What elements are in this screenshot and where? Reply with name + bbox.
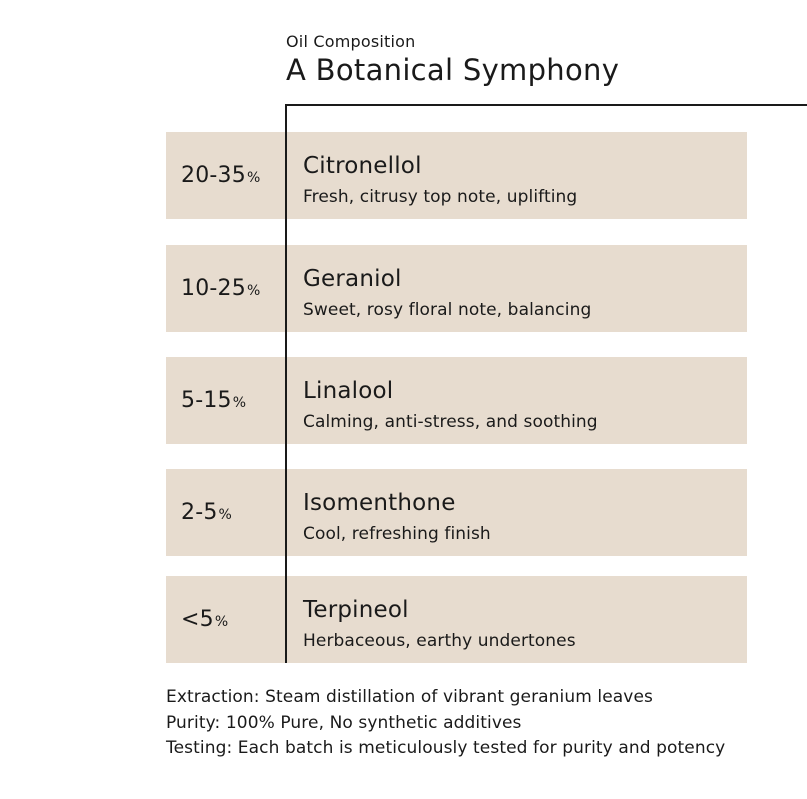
component-row-terpineol (166, 576, 747, 663)
component-name: Linalool (303, 378, 394, 404)
component-description: Fresh, citrusy top note, uplifting (303, 187, 578, 207)
percentage-range (181, 576, 228, 663)
component-row-citronellol (166, 132, 747, 219)
percentage-range (181, 245, 260, 332)
percentage-range (181, 357, 246, 444)
product-details (166, 685, 746, 762)
component-name: Isomenthone (303, 490, 456, 516)
component-name: Citronellol (303, 153, 422, 179)
component-name: Terpineol (303, 597, 409, 623)
percentage-value: 20-35 (181, 163, 246, 188)
percentage-unit: % (246, 169, 261, 186)
component-description: Calming, anti-stress, and soothing (303, 412, 598, 432)
percentage-value: 2-5 (181, 500, 218, 525)
percentage-value: 10-25 (181, 276, 246, 301)
horizontal-divider (285, 104, 807, 106)
percentage-value: <5 (181, 607, 214, 632)
percentage-unit: % (218, 506, 233, 523)
component-row-linalool (166, 357, 747, 444)
component-name: Geraniol (303, 266, 402, 292)
component-description: Herbaceous, earthy undertones (303, 631, 576, 651)
component-row-isomenthone (166, 469, 747, 556)
component-row-geraniol (166, 245, 747, 332)
component-description: Sweet, rosy floral note, balancing (303, 300, 592, 320)
percentage-unit: % (246, 282, 261, 299)
percentage-unit: % (232, 394, 247, 411)
percentage-range (181, 132, 260, 219)
extraction-note: Extraction: Steam distillation of vibrant geranium leaves (166, 687, 653, 707)
purity-note: Purity: 100% Pure, No synthetic additives (166, 712, 522, 733)
vertical-divider (285, 104, 287, 663)
testing-note: Testing: Each batch is meticulously tested for purity and potency (166, 738, 726, 758)
component-description: Cool, refreshing finish (303, 524, 491, 544)
page-title: A Botanical Symphony (286, 53, 620, 87)
percentage-value: 5-15 (181, 388, 232, 413)
percentage-range (181, 469, 232, 556)
percentage-unit: % (214, 613, 229, 630)
section-kicker: Oil Composition (286, 32, 416, 51)
